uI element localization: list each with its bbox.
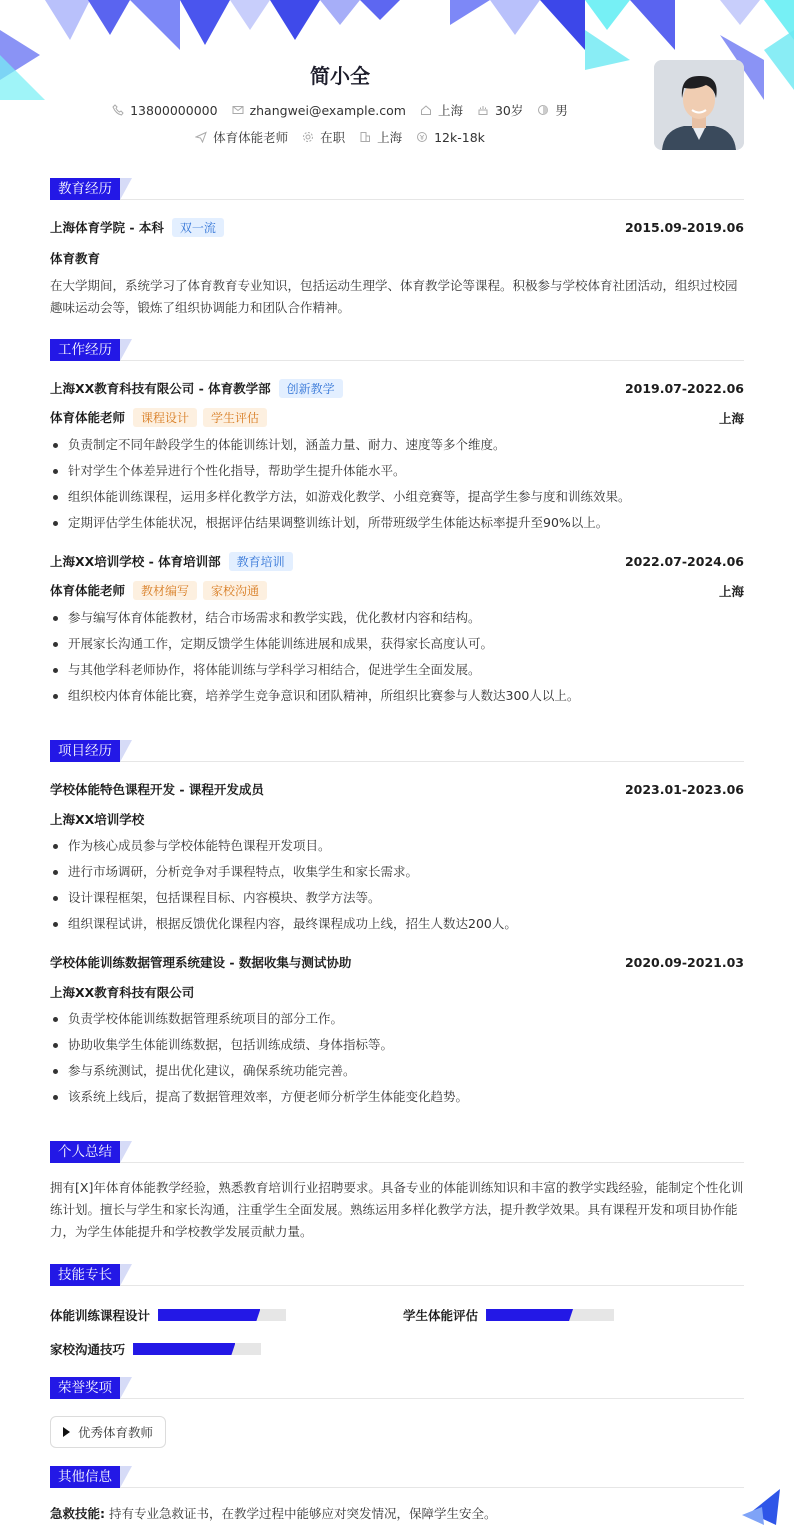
project-entry [50,953,744,1110]
salary-icon [416,131,428,143]
list-item: 开展家长沟通工作，定期反馈学生体能训练进展和成果，获得家长高度认可。 [50,631,744,657]
summary-text: 拥有[X]年体育体能教学经验，熟悉教育培训行业招聘要求。具备专业的体能训练知识和丰富的教学实践经验，能制定个性化训练计划。擅长与学生和家长沟通，注重学生全面发展。熟练运用多样化教学方法，提升教学效果。具有课程开发和项目协作能力，为学生体能提升和学校教学发展贡献力量。 [50,1180,744,1239]
phone-icon [112,104,124,116]
work-entry-header [50,379,744,398]
role-tag: 教材编写 [133,581,197,600]
summary-section [50,1141,744,1243]
skill-bar-fill [486,1309,573,1321]
company-tag: 创新教学 [279,379,343,398]
list-item: 负责制定不同年龄段学生的体能训练计划，涵盖力量、耐力、速度等多个维度。 [50,432,744,458]
project-org: 上海XX培训学校 [50,812,145,827]
work-entry [50,552,744,709]
salary-text: 12k-18k [434,129,485,145]
education-heading [50,178,744,200]
avatar-illustration [654,60,744,150]
other-section [50,1466,744,1522]
skill-bar-fill [158,1309,260,1321]
company-tag: 教育培训 [229,552,293,571]
mail-icon [232,104,244,116]
work-bullets [50,605,744,709]
gender-icon [537,104,549,116]
project-heading-label: 项目经历 [50,740,120,762]
skills-heading [50,1264,744,1286]
list-item: 参与系统测试，提出优化建议，确保系统功能完善。 [50,1058,744,1084]
home-icon [420,104,432,116]
other-heading [50,1466,744,1488]
project-period: 2023.01-2023.06 [624,781,744,797]
other-info-label: 急救技能: [50,1506,105,1521]
target-city-text: 上海 [377,130,403,145]
skill-name: 体能训练课程设计 [50,1308,151,1323]
skill-bar [486,1309,614,1321]
award-text: 优秀体育教师 [78,1425,154,1440]
list-item: 组织课程试讲，根据反馈优化课程内容，最终课程成功上线，招生人数达200人。 [50,911,744,937]
salary-info [416,130,485,145]
company-name: 上海XX教育科技有限公司 - 体育教学部 [50,381,271,396]
award-badge [50,1416,166,1448]
email-info [232,103,406,118]
education-heading-label: 教育经历 [50,178,120,200]
work-period: 2022.07-2024.06 [624,554,744,569]
work-entry-header [50,552,744,571]
other-info-line [50,1504,744,1522]
project-title: 学校体能特色课程开发 - 课程开发成员 [50,782,264,797]
other-heading-label: 其他信息 [50,1466,120,1488]
skill-bar [158,1309,286,1321]
honors-section [50,1377,744,1448]
project-entry-header [50,780,744,798]
building-icon [359,131,371,143]
list-item: 与其他学科老师协作，将体能训练与学科学习相结合，促进学生全面发展。 [50,657,744,683]
project-entry-header [50,953,744,971]
target-job-text: 体育体能老师 [213,130,289,145]
education-section [50,178,744,319]
skill-item [50,1340,261,1358]
project-period: 2020.09-2021.03 [624,954,744,970]
email-text: zhangwei@example.com [249,102,406,118]
skill-item [50,1306,286,1324]
list-item: 作为核心成员参与学校体能特色课程开发项目。 [50,833,744,859]
resume-header [0,0,794,160]
company-name: 上海XX培训学校 - 体育培训部 [50,554,221,569]
work-period: 2019.07-2022.06 [624,381,744,396]
phone-info [112,103,217,118]
list-item: 组织体能训练课程，运用多样化教学方法，如游戏化教学、小组竞赛等，提高学生参与度和训练效果。 [50,484,744,510]
list-item: 该系统上线后，提高了数据管理效率，方便老师分析学生体能变化趋势。 [50,1084,744,1110]
list-item: 定期评估学生体能状况，根据评估结果调整训练计划，所带班级学生体能达标率提升至90%以上。 [50,510,744,536]
skill-bar-fill [133,1343,235,1355]
skill-item [403,1306,614,1324]
education-major: 体育教育 [50,251,101,266]
target-city-info [359,128,402,146]
skill-name: 家校沟通技巧 [50,1342,126,1357]
summary-heading [50,1141,744,1163]
education-entry-header [50,218,744,237]
gender-text: 男 [555,103,568,118]
location-info [420,101,463,119]
candidate-name: 简小全 [310,64,370,88]
skills-heading-label: 技能专长 [50,1264,120,1286]
list-item: 参与编写体育体能教材，结合市场需求和教学实践，优化教材内容和结构。 [50,605,744,631]
skill-bar [133,1343,261,1355]
role-tag: 学生评估 [203,408,267,427]
project-title: 学校体能训练数据管理系统建设 - 数据收集与测试协助 [50,955,352,970]
list-item: 针对学生个体差异进行个性化指导，帮助学生提升体能水平。 [50,458,744,484]
role-tag: 家校沟通 [203,581,267,600]
honors-heading-label: 荣誉奖项 [50,1377,120,1399]
play-triangle-icon [63,1427,70,1437]
age-text: 30岁 [494,103,524,118]
skill-name: 学生体能评估 [403,1308,479,1323]
phone-text: 13800000000 [130,102,218,118]
status-info [302,128,345,146]
work-heading-label: 工作经历 [50,339,120,361]
target-job-info [195,128,288,146]
project-section [50,740,744,1110]
send-icon [195,131,207,143]
project-heading [50,740,744,762]
school-name: 上海体育学院 - 本科 [50,220,164,235]
project-org: 上海XX教育科技有限公司 [50,985,195,1000]
project-bullets [50,1006,744,1110]
other-info-text: 持有专业急救证书，在教学过程中能够应对突发情况，保障学生安全。 [108,1506,497,1521]
age-info [477,101,523,119]
list-item: 设计课程框架，包括课程目标、内容模块、教学方法等。 [50,885,744,911]
list-item: 负责学校体能训练数据管理系统项目的部分工作。 [50,1006,744,1032]
contact-info-row [0,101,680,119]
work-role: 体育体能老师 [50,410,126,425]
education-period: 2015.09-2019.06 [624,220,744,235]
work-role: 体育体能老师 [50,583,126,598]
job-intent-row [0,128,680,146]
corner-decoration [740,1485,780,1525]
work-entry [50,379,744,536]
status-text: 在职 [320,130,346,145]
work-section [50,339,744,709]
work-role-row [50,581,744,600]
list-item: 组织校内体育体能比赛，培养学生竞争意识和团队精神，所组织比赛参与人数达300人以上。 [50,683,744,709]
school-tag: 双一流 [172,218,224,237]
gender-info [537,101,568,119]
list-item: 进行市场调研，分析竞争对手课程特点，收集学生和家长需求。 [50,859,744,885]
cake-icon [477,104,489,116]
work-bullets [50,432,744,536]
education-description: 在大学期间，系统学习了体育教育专业知识，包括运动生理学、体育教学论等课程。积极参与学校体育社团活动，组织过校园趣味运动会等，锻炼了组织协调能力和团队合作精神。 [50,278,738,315]
profile-photo [654,60,744,150]
summary-heading-label: 个人总结 [50,1141,120,1163]
work-city: 上海 [718,583,744,599]
honors-heading [50,1377,744,1399]
status-icon [302,131,314,143]
project-entry [50,780,744,937]
list-item: 协助收集学生体能训练数据，包括训练成绩、身体指标等。 [50,1032,744,1058]
skills-section [50,1264,744,1364]
work-heading [50,339,744,361]
role-tag: 课程设计 [133,408,197,427]
work-city: 上海 [718,410,744,426]
project-bullets [50,833,744,937]
location-text: 上海 [437,103,463,118]
work-role-row [50,408,744,427]
